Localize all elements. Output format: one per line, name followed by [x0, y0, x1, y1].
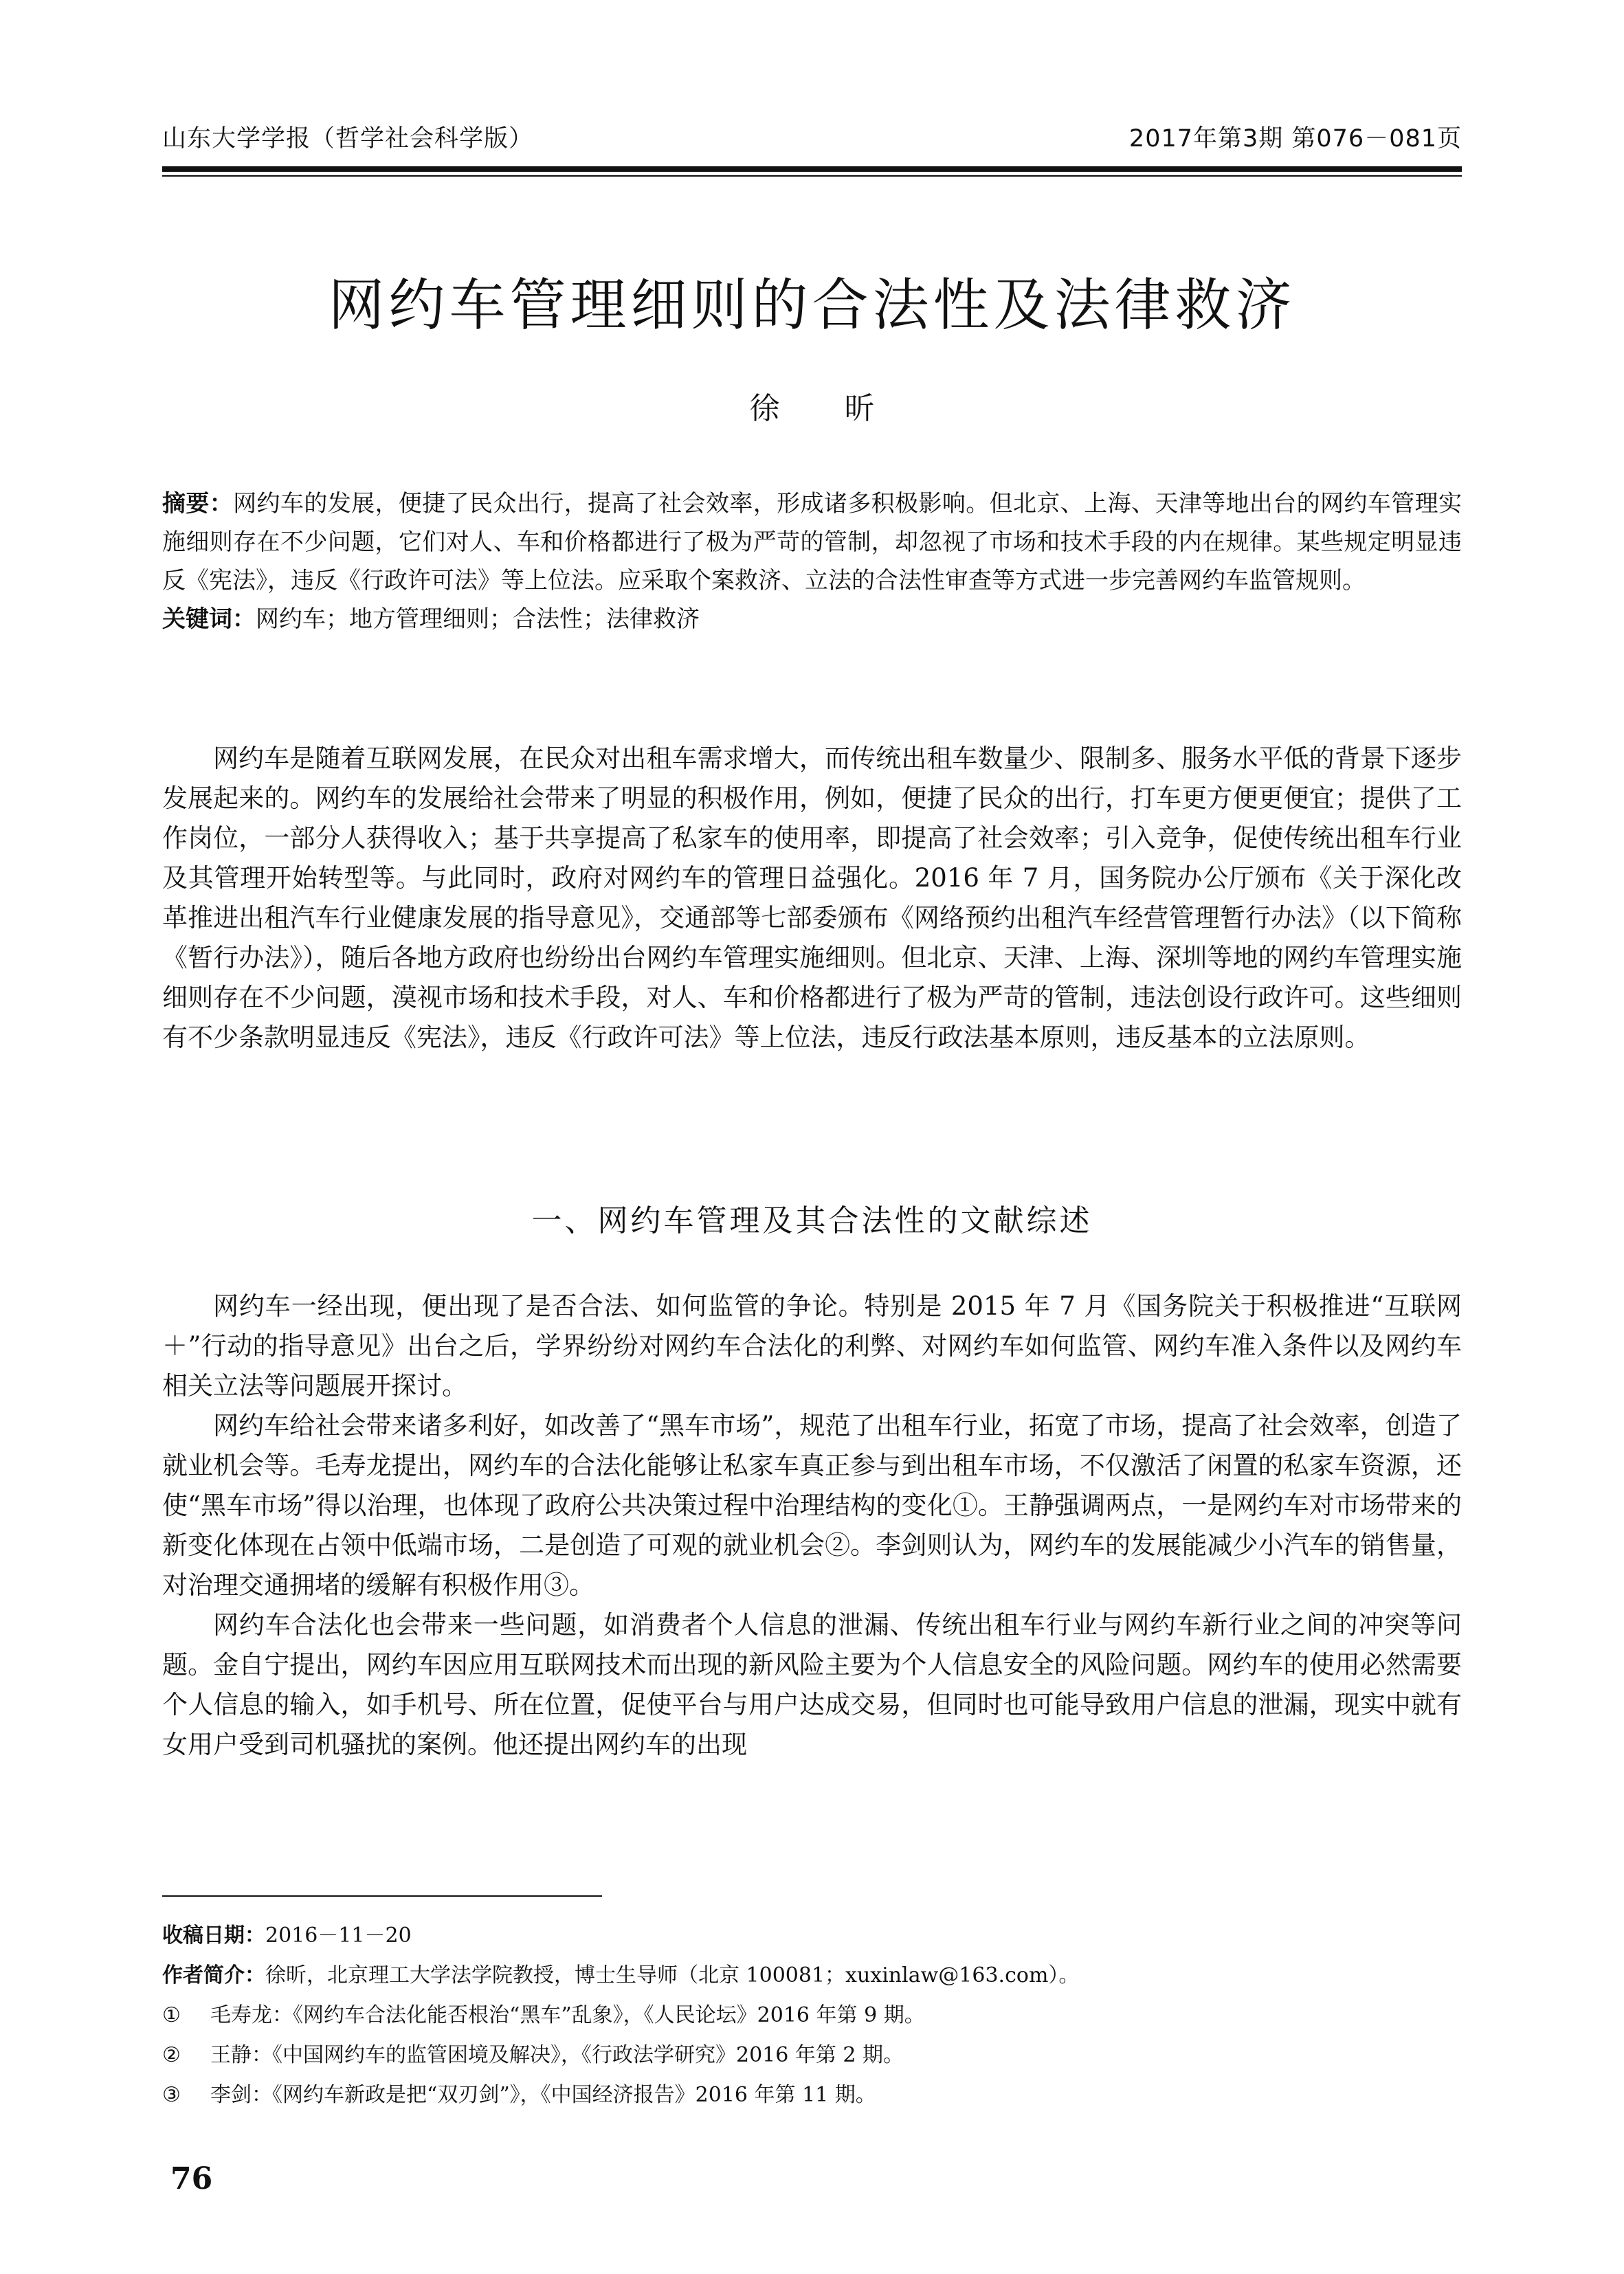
- section-1-paragraph-1: 网约车一经出现，便出现了是否合法、如何监管的争论。特别是 2015 年 7 月《国务院关于积极推进“互联网＋”行动的指导意见》出台之后，学界纷纷对网约车合法化的利弊、对网约车如何监管、网约车准入条件以及网约车相关立法等问题展开探讨。: [162, 1291, 1462, 1401]
- abstract: [162, 484, 1462, 600]
- footnote-item: [162, 2075, 1462, 2115]
- paragraph-text: 。李剑则认为，网约车的发展能减少小汽车的销售量，对治理交通拥堵的缓解有积极作用: [162, 1530, 1462, 1600]
- issue-info: 2017年第3期 第076－081页: [1128, 125, 1462, 153]
- paragraph-text: 。王静强调两点，一是网约车对市场带来的新变化体现在占领中低端市场，二是创造了可观的就业机会: [162, 1491, 1462, 1560]
- footnote-rule: [162, 1895, 602, 1897]
- abstract-block: [162, 484, 1462, 638]
- keywords-text: 网约车；地方管理细则；合法性；法律救济: [256, 605, 700, 633]
- footnote-mark: ①: [162, 2003, 181, 2027]
- intro-section: [162, 739, 1462, 1058]
- section-heading: 一、网约车管理及其合法性的文献综述: [531, 1203, 1093, 1238]
- author-bio: [162, 1956, 1462, 1996]
- author-bio-label: 作者简介：: [162, 1963, 265, 1987]
- footnote-text: 王静：《中国网约车的监管困境及解决》，《行政法学研究》2016 年第 2 期。: [210, 2043, 904, 2067]
- header-rule-thick: [162, 166, 1462, 172]
- paragraph-text: 网约车给社会带来诸多利好，如改善了“黑车市场”，规范了出租车行业，拓宽了市场，提高了社会效率，创造了就业机会等。毛寿龙提出，网约车的合法化能够让私家车真正参与到出租车市场，不仅激活了闲置的私家车资源，还使“黑车市场”得以治理，也体现了政府公共决策过程中治理结构的变化: [162, 1411, 1462, 1520]
- received-value: 2016－11－20: [265, 1924, 412, 1948]
- section-1-paragraph-2: [162, 1406, 1462, 1605]
- footnote-mark: ②: [162, 2043, 181, 2067]
- received-date: [162, 1916, 1462, 1956]
- footnote-text: 李剑：《网约车新政是把“双刃剑”》，《中国经济报告》2016 年第 11 期。: [210, 2083, 876, 2107]
- keywords: [162, 600, 1462, 638]
- keywords-label: 关键词：: [162, 605, 256, 633]
- footnote-ref-3[interactable]: ③: [544, 1570, 569, 1600]
- running-header: [162, 118, 1462, 159]
- footnote-mark: ③: [162, 2083, 181, 2107]
- abstract-label: 摘要：: [162, 490, 234, 517]
- section-1-body: [162, 1286, 1462, 1765]
- footnote-item: [162, 2036, 1462, 2075]
- abstract-text: 网约车的发展，便捷了民众出行，提高了社会效率，形成诸多积极影响。但北京、上海、天津等地出台的网约车管理实施细则存在不少问题，它们对人、车和价格都进行了极为严苛的管制，却忽视了市场和技术手段的内在规律。某些规定明显违反《宪法》，违反《行政许可法》等上位法。应采取个案救济、立法的合法性审查等方式进一步完善网约车监管规则。: [162, 490, 1462, 594]
- footnote-item: [162, 1996, 1462, 2036]
- page-number: 76: [170, 2161, 213, 2196]
- footnote-ref-1[interactable]: ①: [952, 1491, 978, 1520]
- section-1-paragraph-3: 网约车合法化也会带来一些问题，如消费者个人信息的泄漏、传统出租车行业与网约车新行业之间的冲突等问题。金自宁提出，网约车因应用互联网技术而出现的新风险主要为个人信息安全的风险问题。网约车的使用必然需要个人信息的输入，如手机号、所在位置，促使平台与用户达成交易，但同时也可能导致用户信息的泄漏，现实中就有女用户受到司机骚扰的案例。他还提出网约车的出现: [162, 1610, 1462, 1759]
- intro-paragraph: 网约车是随着互联网发展，在民众对出租车需求增大，而传统出租车数量少、限制多、服务水平低的背景下逐步发展起来的。网约车的发展给社会带来了明显的积极作用，例如，便捷了民众的出行，打车更方便更便宜；提供了工作岗位，一部分人获得收入；基于共享提高了私家车的使用率，即提高了社会效率；引入竞争，促使传统出租车行业及其管理开始转型等。与此同时，政府对网约车的管理日益强化。2016 年 7 月，国务院办公厅颁布《关于深化改革推进出租汽车行业健康发展的指导意见》，交通部等七部委颁布《网络预约出租汽车经营管理暂行办法》（以下简称《暂行办法》），随后各地方政府也纷纷出台网约车管理实施细则。但北京、天津、上海、深圳等地的网约车管理实施细则存在不少问题，漠视市场和技术手段，对人、车和价格都进行了极为严苛的管制，违法创设行政许可。这些细则有不少条款明显违反《宪法》，违反《行政许可法》等上位法，违反行政法基本原则，违反基本的立法原则。: [162, 744, 1462, 1052]
- header-rule-thin: [162, 175, 1462, 177]
- received-label: 收稿日期：: [162, 1924, 265, 1948]
- footnote-ref-2[interactable]: ②: [825, 1530, 851, 1560]
- footnotes: [162, 1916, 1462, 2115]
- author-bio-text: 徐昕，北京理工大学法学院教授，博士生导师（北京 100081；xuxinlaw@163.com）。: [265, 1963, 1080, 1987]
- article-title: 网约车管理细则的合法性及法律救济: [328, 273, 1296, 338]
- journal-name: 山东大学学报（哲学社会科学版）: [162, 125, 534, 153]
- footnote-text: 毛寿龙：《网约车合法化能否根治“黑车”乱象》，《人民论坛》2016 年第 9 期。: [210, 2003, 925, 2027]
- article-author: 徐 昕: [749, 391, 902, 426]
- paragraph-text: 。: [569, 1570, 594, 1600]
